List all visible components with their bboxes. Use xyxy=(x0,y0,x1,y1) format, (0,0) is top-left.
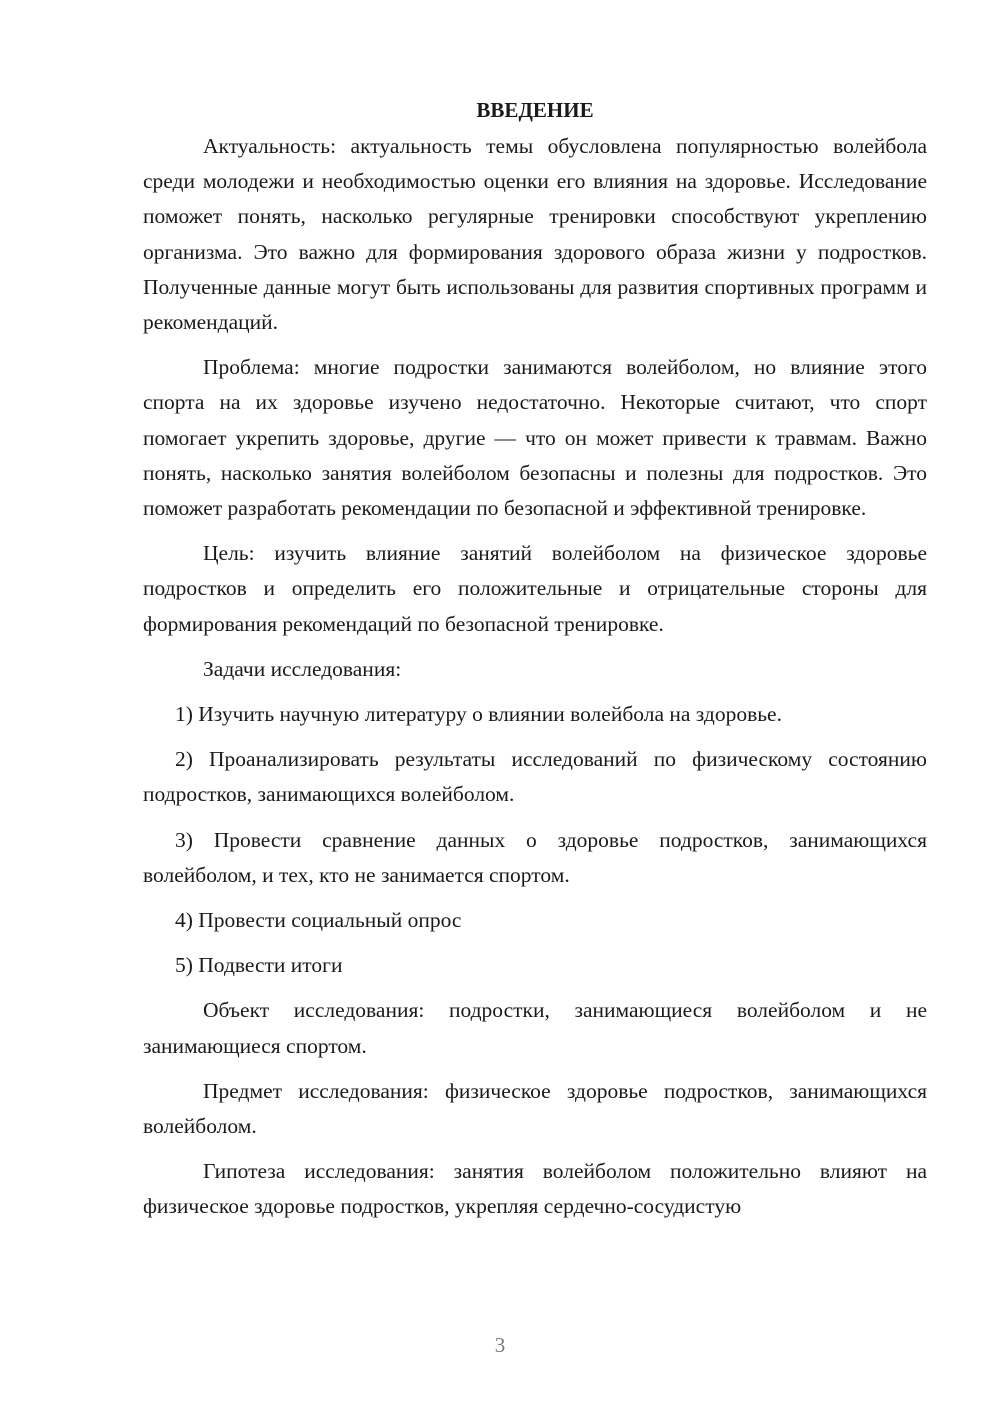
page-number: 3 xyxy=(494,1333,506,1357)
tasks-heading: Задачи исследования: xyxy=(203,656,402,681)
paragraph-problem: Проблема: многие подростки занимаются волейболом, но влияние этого спорта на их здоровье изучено недостаточно. Некоторые считают, что спорт помогает укрепить здоровье, другие — что он может привести к травмам. Важно понять, насколько занятия волейболом безопасны и полезны для подростков. Это поможет разработать рекомендации по безопасной и эффективной тренировке. xyxy=(143,355,927,521)
task-item-4: 4) Провести социальный опрос xyxy=(175,908,462,933)
document-body xyxy=(143,95,927,1225)
task-item-1: 1) Изучить научную литературу о влиянии волейбола на здоровье. xyxy=(175,702,782,727)
task-item-5: 5) Подвести итоги xyxy=(175,953,343,978)
paragraph-object: Объект исследования: подростки, занимающиеся волейболом и не занимающиеся спортом. xyxy=(143,998,927,1058)
task-item-3: 3) Провести сравнение данных о здоровье подростков, занимающихся волейболом, и тех, кто не занимается спортом. xyxy=(143,827,927,887)
task-item-2: 2) Проанализировать результаты исследований по физическому состоянию подростков, занимающихся волейболом. xyxy=(143,747,927,807)
paragraph-hypothesis: Гипотеза исследования: занятия волейболом положительно влияют на физическое здоровье подростков, укрепляя сердечно-сосудистую xyxy=(143,1159,927,1219)
paragraph-goal: Цель: изучить влияние занятий волейболом на физическое здоровье подростков и определить его положительные и отрицательные стороны для формирования рекомендаций по безопасной тренировке. xyxy=(143,541,927,636)
section-title: ВВЕДЕНИЕ xyxy=(476,98,594,122)
paragraph-relevance: Актуальность: актуальность темы обусловлена популярностью волейбола среди молодежи и необходимостью оценки его влияния на здоровье. Исследование поможет понять, насколько регулярные тренировки способствуют укреплению организма. Это важно для формирования здорового образа жизни у подростков. Полученные данные могут быть использованы для развития спортивных программ и рекомендаций. xyxy=(143,134,927,335)
paragraph-subject: Предмет исследования: физическое здоровье подростков, занимающихся волейболом. xyxy=(143,1078,927,1139)
